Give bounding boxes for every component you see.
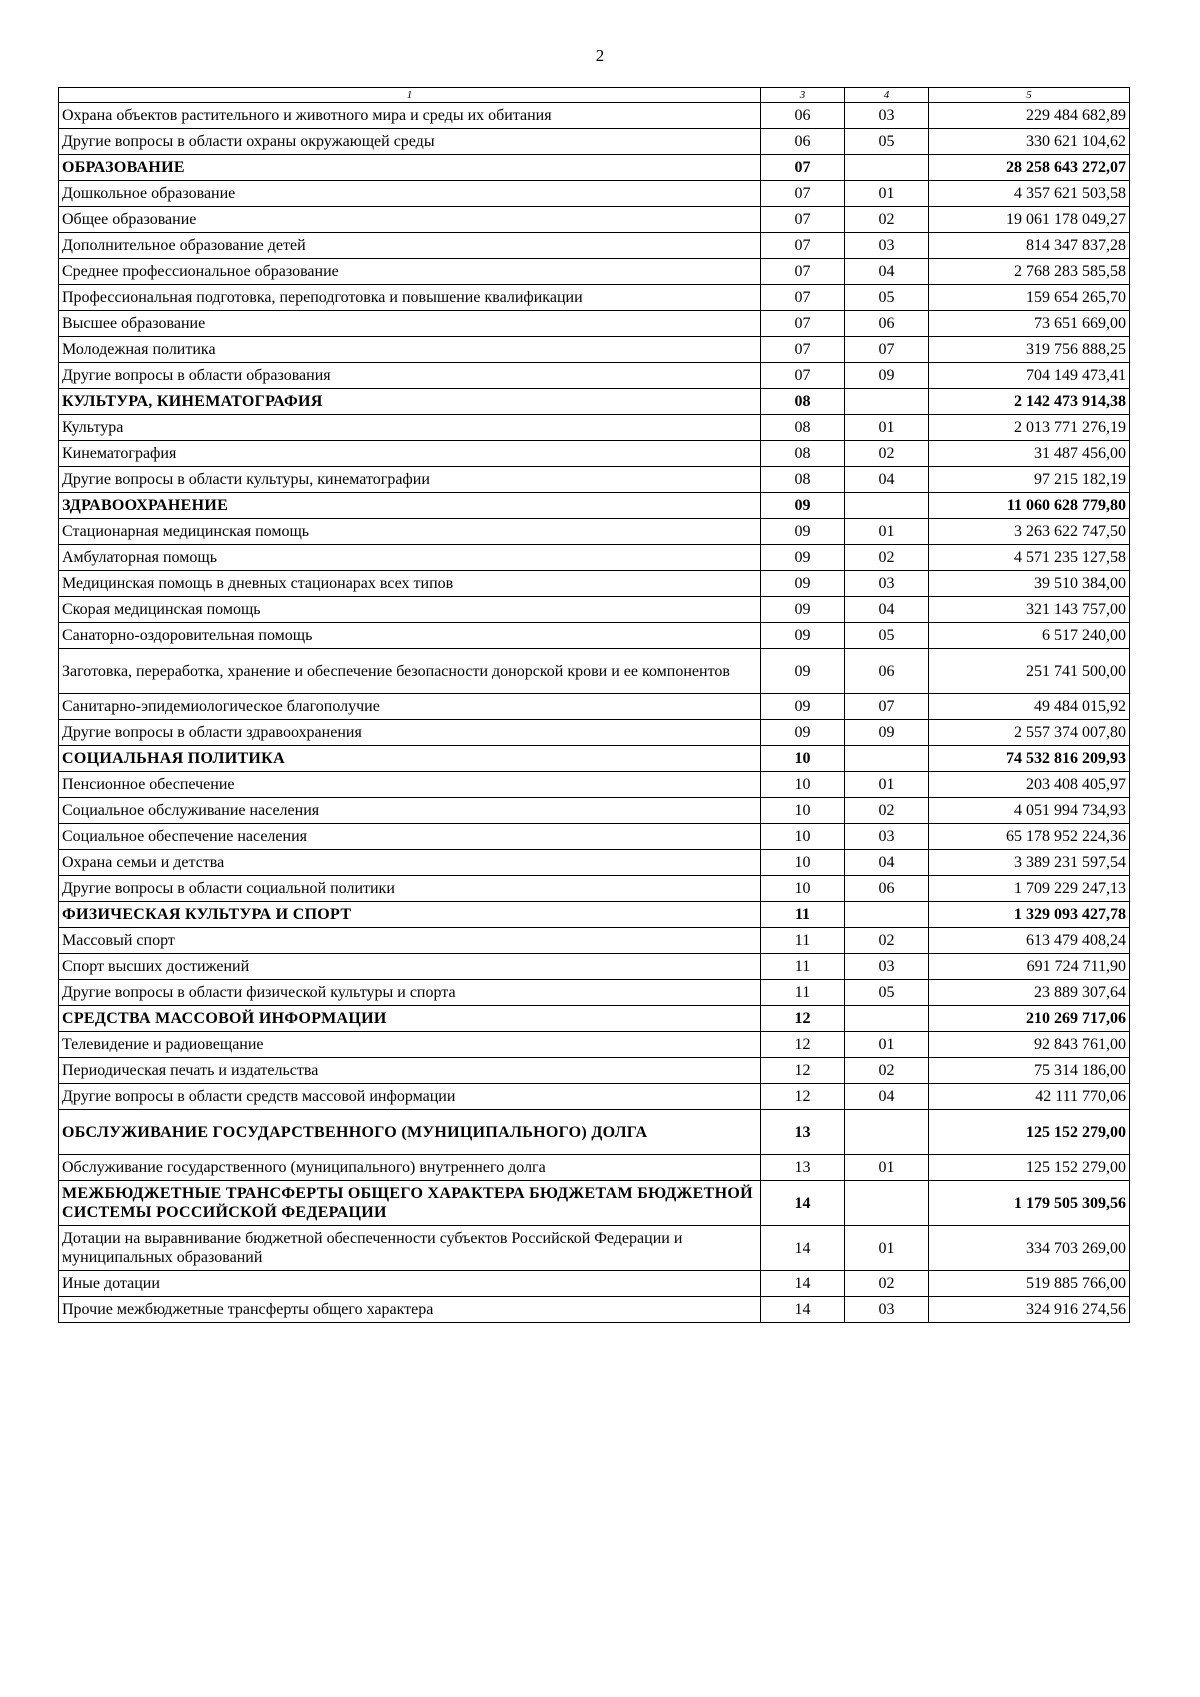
row-amount: 2 013 771 276,19	[929, 415, 1130, 441]
row-section-code: 09	[761, 519, 845, 545]
row-amount: 4 357 621 503,58	[929, 181, 1130, 207]
row-name: Молодежная политика	[59, 337, 761, 363]
row-amount: 1 179 505 309,56	[929, 1181, 1130, 1226]
row-subsection-code: 09	[845, 363, 929, 389]
row-section-code: 08	[761, 389, 845, 415]
row-amount: 321 143 757,00	[929, 597, 1130, 623]
row-subsection-code: 01	[845, 1155, 929, 1181]
row-amount: 4 571 235 127,58	[929, 545, 1130, 571]
row-name: ОБСЛУЖИВАНИЕ ГОСУДАРСТВЕННОГО (МУНИЦИПАЛЬНОГО) ДОЛГА	[59, 1110, 761, 1155]
page-number: 2	[595, 46, 605, 65]
row-name: Обслуживание государственного (муниципального) внутреннего долга	[59, 1155, 761, 1181]
row-subsection-code: 04	[845, 597, 929, 623]
row-amount: 3 389 231 597,54	[929, 850, 1130, 876]
row-section-code: 12	[761, 1006, 845, 1032]
row-section-code: 07	[761, 259, 845, 285]
row-name: Охрана объектов растительного и животного мира и среды их обитания	[59, 103, 761, 129]
row-amount: 691 724 711,90	[929, 954, 1130, 980]
row-subsection-code: 02	[845, 207, 929, 233]
row-section-code: 14	[761, 1181, 845, 1226]
row-name: Дотации на выравнивание бюджетной обеспеченности субъектов Российской Федерации и муниципальных образований	[59, 1226, 761, 1271]
table-row	[59, 954, 1130, 980]
table-row	[59, 415, 1130, 441]
table-row	[59, 181, 1130, 207]
row-subsection-code: 03	[845, 103, 929, 129]
row-amount: 4 051 994 734,93	[929, 798, 1130, 824]
row-name: Высшее образование	[59, 311, 761, 337]
row-subsection-code: 01	[845, 415, 929, 441]
row-amount: 39 510 384,00	[929, 571, 1130, 597]
row-section-code: 07	[761, 285, 845, 311]
row-subsection-code: 01	[845, 772, 929, 798]
row-name: Медицинская помощь в дневных стационарах всех типов	[59, 571, 761, 597]
row-section-code: 07	[761, 337, 845, 363]
row-section-code: 07	[761, 233, 845, 259]
row-subsection-code: 02	[845, 1058, 929, 1084]
row-name: Общее образование	[59, 207, 761, 233]
row-subsection-code	[845, 493, 929, 519]
row-subsection-code: 02	[845, 798, 929, 824]
row-amount: 2 557 374 007,80	[929, 720, 1130, 746]
row-amount: 3 263 622 747,50	[929, 519, 1130, 545]
row-amount: 49 484 015,92	[929, 694, 1130, 720]
row-section-code: 12	[761, 1084, 845, 1110]
row-name: Прочие межбюджетные трансферты общего характера	[59, 1297, 761, 1323]
row-section-code: 07	[761, 155, 845, 181]
table-row	[59, 649, 1130, 694]
row-section-code: 12	[761, 1032, 845, 1058]
row-section-code: 06	[761, 129, 845, 155]
row-section-code: 08	[761, 415, 845, 441]
row-amount: 73 651 669,00	[929, 311, 1130, 337]
table-row	[59, 928, 1130, 954]
row-section-code: 10	[761, 824, 845, 850]
row-name: Культура	[59, 415, 761, 441]
row-amount: 210 269 717,06	[929, 1006, 1130, 1032]
row-subsection-code	[845, 1181, 929, 1226]
row-name: Другие вопросы в области культуры, кинематографии	[59, 467, 761, 493]
row-amount: 324 916 274,56	[929, 1297, 1130, 1323]
row-section-code: 07	[761, 363, 845, 389]
row-section-code: 09	[761, 493, 845, 519]
row-amount: 319 756 888,25	[929, 337, 1130, 363]
row-section-code: 09	[761, 649, 845, 694]
row-name: Среднее профессиональное образование	[59, 259, 761, 285]
row-subsection-code: 03	[845, 233, 929, 259]
row-section-code: 11	[761, 980, 845, 1006]
row-section-code: 11	[761, 902, 845, 928]
row-subsection-code: 04	[845, 850, 929, 876]
row-subsection-code: 01	[845, 519, 929, 545]
row-amount: 159 654 265,70	[929, 285, 1130, 311]
row-amount: 814 347 837,28	[929, 233, 1130, 259]
row-amount: 203 408 405,97	[929, 772, 1130, 798]
table-row	[59, 623, 1130, 649]
row-name: Массовый спорт	[59, 928, 761, 954]
row-amount: 23 889 307,64	[929, 980, 1130, 1006]
row-section-code: 10	[761, 798, 845, 824]
row-amount: 330 621 104,62	[929, 129, 1130, 155]
table-row	[59, 259, 1130, 285]
row-amount: 28 258 643 272,07	[929, 155, 1130, 181]
row-section-code: 10	[761, 850, 845, 876]
table-row	[59, 694, 1130, 720]
row-section-code: 08	[761, 441, 845, 467]
table-row	[59, 720, 1130, 746]
row-subsection-code: 02	[845, 1271, 929, 1297]
row-name: ОБРАЗОВАНИЕ	[59, 155, 761, 181]
row-name: Заготовка, переработка, хранение и обеспечение безопасности донорской крови и ее компонентов	[59, 649, 761, 694]
table-row	[59, 363, 1130, 389]
row-subsection-code: 07	[845, 694, 929, 720]
table-row	[59, 980, 1130, 1006]
row-section-code: 14	[761, 1226, 845, 1271]
table-section-row	[59, 1181, 1130, 1226]
row-amount: 6 517 240,00	[929, 623, 1130, 649]
table-row	[59, 1058, 1130, 1084]
row-amount: 229 484 682,89	[929, 103, 1130, 129]
row-name: Кинематография	[59, 441, 761, 467]
row-section-code: 14	[761, 1297, 845, 1323]
row-subsection-code: 06	[845, 649, 929, 694]
table-section-row	[59, 1110, 1130, 1155]
column-number-amount: 5	[929, 88, 1130, 103]
row-subsection-code	[845, 1110, 929, 1155]
table-row	[59, 571, 1130, 597]
row-subsection-code: 07	[845, 337, 929, 363]
row-subsection-code: 02	[845, 545, 929, 571]
column-number-subsection: 4	[845, 88, 929, 103]
table-row	[59, 337, 1130, 363]
table-row	[59, 233, 1130, 259]
row-name: Периодическая печать и издательства	[59, 1058, 761, 1084]
table-row	[59, 519, 1130, 545]
row-amount: 1 329 093 427,78	[929, 902, 1130, 928]
table-row	[59, 311, 1130, 337]
table-row	[59, 207, 1130, 233]
row-subsection-code: 02	[845, 928, 929, 954]
row-subsection-code: 05	[845, 129, 929, 155]
row-section-code: 09	[761, 571, 845, 597]
row-subsection-code	[845, 155, 929, 181]
row-amount: 125 152 279,00	[929, 1110, 1130, 1155]
row-subsection-code: 03	[845, 571, 929, 597]
row-section-code: 09	[761, 545, 845, 571]
row-subsection-code: 09	[845, 720, 929, 746]
row-name: Телевидение и радиовещание	[59, 1032, 761, 1058]
row-section-code: 07	[761, 207, 845, 233]
row-amount: 19 061 178 049,27	[929, 207, 1130, 233]
table-section-row	[59, 1006, 1130, 1032]
row-subsection-code	[845, 746, 929, 772]
row-amount: 334 703 269,00	[929, 1226, 1130, 1271]
row-section-code: 09	[761, 720, 845, 746]
row-amount: 42 111 770,06	[929, 1084, 1130, 1110]
row-name: Дополнительное образование детей	[59, 233, 761, 259]
row-subsection-code: 03	[845, 954, 929, 980]
row-amount: 92 843 761,00	[929, 1032, 1130, 1058]
row-name: ФИЗИЧЕСКАЯ КУЛЬТУРА И СПОРТ	[59, 902, 761, 928]
row-section-code: 08	[761, 467, 845, 493]
table-row	[59, 1084, 1130, 1110]
table-row	[59, 772, 1130, 798]
column-number-name: 1	[59, 88, 761, 103]
budget-table	[58, 87, 1130, 1323]
row-name: Социальное обслуживание населения	[59, 798, 761, 824]
row-subsection-code: 05	[845, 623, 929, 649]
row-amount: 75 314 186,00	[929, 1058, 1130, 1084]
row-section-code: 10	[761, 746, 845, 772]
table-row	[59, 467, 1130, 493]
row-name: КУЛЬТУРА, КИНЕМАТОГРАФИЯ	[59, 389, 761, 415]
row-name: СРЕДСТВА МАССОВОЙ ИНФОРМАЦИИ	[59, 1006, 761, 1032]
row-amount: 519 885 766,00	[929, 1271, 1130, 1297]
row-amount: 251 741 500,00	[929, 649, 1130, 694]
row-subsection-code: 02	[845, 441, 929, 467]
row-section-code: 06	[761, 103, 845, 129]
row-name: Профессиональная подготовка, переподготовка и повышение квалификации	[59, 285, 761, 311]
row-name: Санитарно-эпидемиологическое благополучие	[59, 694, 761, 720]
column-number-row	[59, 88, 1130, 103]
row-section-code: 11	[761, 954, 845, 980]
row-name: Скорая медицинская помощь	[59, 597, 761, 623]
row-section-code: 12	[761, 1058, 845, 1084]
row-subsection-code	[845, 1006, 929, 1032]
table-row	[59, 545, 1130, 571]
table-row	[59, 876, 1130, 902]
row-amount: 613 479 408,24	[929, 928, 1130, 954]
row-subsection-code: 01	[845, 181, 929, 207]
row-amount: 125 152 279,00	[929, 1155, 1130, 1181]
row-subsection-code: 03	[845, 1297, 929, 1323]
row-name: Охрана семьи и детства	[59, 850, 761, 876]
table-row	[59, 597, 1130, 623]
row-amount: 2 768 283 585,58	[929, 259, 1130, 285]
row-section-code: 09	[761, 623, 845, 649]
row-amount: 74 532 816 209,93	[929, 746, 1130, 772]
row-name: Санаторно-оздоровительная помощь	[59, 623, 761, 649]
row-section-code: 11	[761, 928, 845, 954]
row-subsection-code: 03	[845, 824, 929, 850]
row-name: Другие вопросы в области образования	[59, 363, 761, 389]
row-section-code: 09	[761, 694, 845, 720]
row-name: Другие вопросы в области охраны окружающей среды	[59, 129, 761, 155]
row-name: Стационарная медицинская помощь	[59, 519, 761, 545]
table-section-row	[59, 493, 1130, 519]
row-subsection-code: 01	[845, 1226, 929, 1271]
table-row	[59, 1271, 1130, 1297]
table-row	[59, 441, 1130, 467]
row-name: СОЦИАЛЬНАЯ ПОЛИТИКА	[59, 746, 761, 772]
row-subsection-code: 05	[845, 285, 929, 311]
row-amount: 2 142 473 914,38	[929, 389, 1130, 415]
row-name: Социальное обеспечение населения	[59, 824, 761, 850]
row-subsection-code	[845, 902, 929, 928]
row-section-code: 10	[761, 772, 845, 798]
table-section-row	[59, 902, 1130, 928]
row-section-code: 07	[761, 311, 845, 337]
row-amount: 31 487 456,00	[929, 441, 1130, 467]
column-number-section: 3	[761, 88, 845, 103]
row-section-code: 10	[761, 876, 845, 902]
row-subsection-code: 05	[845, 980, 929, 1006]
table-section-row	[59, 155, 1130, 181]
row-amount: 65 178 952 224,36	[929, 824, 1130, 850]
table-row	[59, 129, 1130, 155]
row-name: МЕЖБЮДЖЕТНЫЕ ТРАНСФЕРТЫ ОБЩЕГО ХАРАКТЕРА БЮДЖЕТАМ БЮДЖЕТНОЙ СИСТЕМЫ РОССИЙСКОЙ ФЕДЕРАЦИИ	[59, 1181, 761, 1226]
budget-table-body	[59, 88, 1130, 1323]
row-section-code: 09	[761, 597, 845, 623]
row-name: Другие вопросы в области здравоохранения	[59, 720, 761, 746]
table-row	[59, 1226, 1130, 1271]
table-row	[59, 285, 1130, 311]
row-name: Амбулаторная помощь	[59, 545, 761, 571]
row-amount: 11 060 628 779,80	[929, 493, 1130, 519]
row-section-code: 07	[761, 181, 845, 207]
row-section-code: 14	[761, 1271, 845, 1297]
row-subsection-code	[845, 389, 929, 415]
row-amount: 1 709 229 247,13	[929, 876, 1130, 902]
row-name: Другие вопросы в области средств массовой информации	[59, 1084, 761, 1110]
row-subsection-code: 06	[845, 876, 929, 902]
row-subsection-code: 04	[845, 467, 929, 493]
table-row	[59, 1297, 1130, 1323]
row-name: Другие вопросы в области физической культуры и спорта	[59, 980, 761, 1006]
row-name: ЗДРАВООХРАНЕНИЕ	[59, 493, 761, 519]
row-name: Иные дотации	[59, 1271, 761, 1297]
row-name: Пенсионное обеспечение	[59, 772, 761, 798]
row-subsection-code: 06	[845, 311, 929, 337]
row-amount: 97 215 182,19	[929, 467, 1130, 493]
table-row	[59, 850, 1130, 876]
row-amount: 704 149 473,41	[929, 363, 1130, 389]
row-subsection-code: 01	[845, 1032, 929, 1058]
table-row	[59, 824, 1130, 850]
row-subsection-code: 04	[845, 1084, 929, 1110]
table-section-row	[59, 389, 1130, 415]
table-row	[59, 798, 1130, 824]
table-row	[59, 1032, 1130, 1058]
row-section-code: 13	[761, 1155, 845, 1181]
table-row	[59, 1155, 1130, 1181]
table-row	[59, 103, 1130, 129]
row-name: Дошкольное образование	[59, 181, 761, 207]
row-name: Другие вопросы в области социальной политики	[59, 876, 761, 902]
table-section-row	[59, 746, 1130, 772]
row-subsection-code: 04	[845, 259, 929, 285]
row-section-code: 13	[761, 1110, 845, 1155]
row-name: Спорт высших достижений	[59, 954, 761, 980]
